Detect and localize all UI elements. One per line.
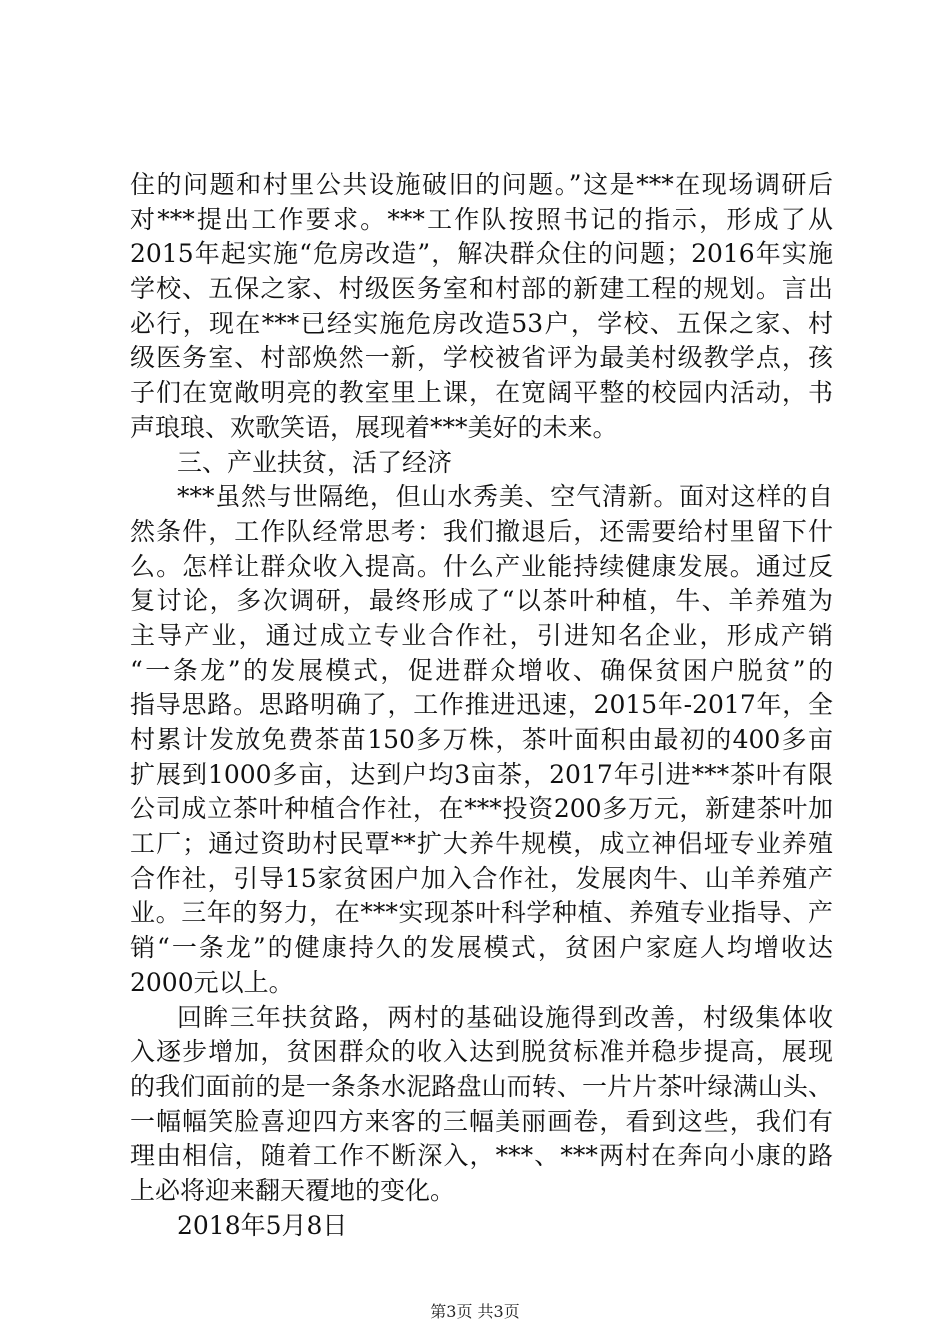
text-line: 公司成立茶叶种植合作社，在***投资200多万元，新建茶叶加 <box>130 794 833 824</box>
text-line: ***虽然与世隔绝，但山水秀美、空气清新。面对这样的自 <box>177 482 833 512</box>
text-line: 学校、五保之家、村级医务室和村部的新建工程的规划。言出 <box>130 274 833 304</box>
text-line: 主导产业，通过成立专业合作社，引进知名企业，形成产销 <box>130 620 833 650</box>
text-line: 复讨论，多次调研，最终形成了“以茶叶种植，牛、羊养殖为 <box>130 586 833 616</box>
text-line: 扩展到1000多亩，达到户均3亩茶，2017年引进***茶叶有限 <box>130 759 833 789</box>
body-text <box>130 168 833 1243</box>
text-line: 对***提出工作要求。***工作队按照书记的指示，形成了从 <box>130 204 833 234</box>
text-line: 入逐步增加，贫困群众的收入达到脱贫标准并稳步提高，展现 <box>130 1037 833 1067</box>
document-date: 2018年5月8日 <box>177 1210 348 1240</box>
text-line: 村累计发放免费茶苗150多万株，茶叶面积由最初的400多亩 <box>130 725 833 754</box>
text-line: 必行，现在***已经实施危房改造53户，学校、五保之家、村 <box>130 308 833 338</box>
text-line: “一条龙”的发展模式，促进群众增收、确保贫困户脱贫”的 <box>130 655 833 685</box>
text-line: 住的问题和村里公共设施破旧的问题。”这是***在现场调研后 <box>130 170 833 199</box>
text-line: 合作社，引导15家贫困户加入合作社，发展肉牛、山羊养殖产 <box>130 863 833 893</box>
page-footer: 第3页 共3页 <box>430 1302 520 1321</box>
text-line: 销“一条龙”的健康持久的发展模式，贫困户家庭人均增收达 <box>130 933 833 963</box>
text-line: 2015年起实施“危房改造”，解决群众住的问题；2016年实施 <box>130 239 833 269</box>
text-line: 级医务室、村部焕然一新，学校被省评为最美村级教学点，孩 <box>130 343 833 373</box>
text-line: 么。怎样让群众收入提高。什么产业能持续健康发展。通过反 <box>130 551 833 581</box>
text-line: 理由相信，随着工作不断深入，***、***两村在奔向小康的路 <box>130 1141 833 1171</box>
text-line: 工厂；通过资助村民覃**扩大养牛规模，成立神侣垭专业养殖 <box>130 829 833 859</box>
text-line: 上必将迎来翻天覆地的变化。 <box>130 1175 456 1205</box>
text-line: 一幅幅笑脸喜迎四方来客的三幅美丽画卷，看到这些，我们有 <box>130 1106 833 1136</box>
text-line: 的我们面前的是一条条水泥路盘山而转、一片片茶叶绿满山头、 <box>130 1071 833 1101</box>
section-heading: 三、产业扶贫，活了经济 <box>177 447 453 477</box>
text-line: 回眸三年扶贫路，两村的基础设施得到改善，村级集体收 <box>177 1002 833 1032</box>
text-line: 然条件，工作队经常思考：我们撤退后，还需要给村里留下什 <box>130 516 833 546</box>
text-line: 声琅琅、欢歌笑语，展现着***美好的未来。 <box>130 412 618 442</box>
text-line: 2000元以上。 <box>130 967 294 997</box>
text-line: 业。三年的努力，在***实现茶叶科学种植、养殖专业指导、产 <box>130 898 833 928</box>
text-line: 子们在宽敞明亮的教室里上课，在宽阔平整的校园内活动，书 <box>130 378 833 408</box>
text-line: 指导思路。思路明确了，工作推进迅速，2015年-2017年，全 <box>130 690 833 720</box>
